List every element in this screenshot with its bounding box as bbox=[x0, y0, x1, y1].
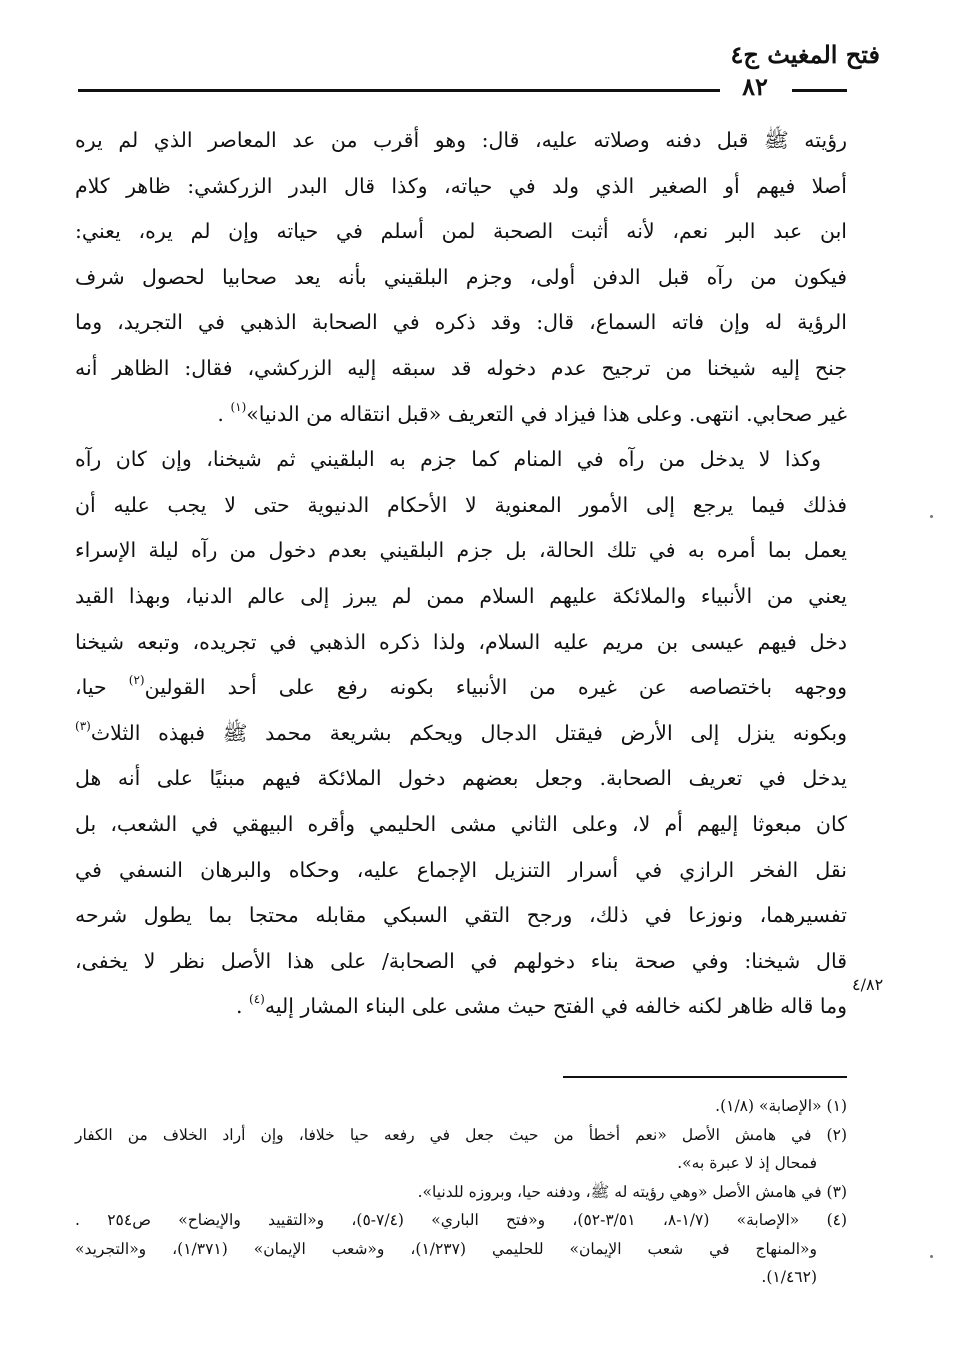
footnote-number: (٣) bbox=[826, 1182, 847, 1201]
text-segment: . bbox=[235, 994, 243, 1019]
header-rule-right bbox=[792, 89, 847, 92]
paragraph-2 bbox=[75, 437, 847, 1030]
text-line: يدخل في تعريف الصحابة. وجعل بعضهم دخول الملائكة فيهم مبنيًا على أنه هل bbox=[75, 766, 847, 791]
footnote-4-continued: و«المنهاج في شعب الإيمان» للحليمي (١/٢٣٧)، و«شعب الإيمان» (١/٣٧١)، و«التجريد» bbox=[75, 1239, 817, 1258]
footnote-text: في هامش الأصل «نعم أخطأ من حيث جعل في رفعه حيا خلافا، وإن أراد الخلاف من الكفار bbox=[75, 1125, 812, 1144]
text-line: دخل فيهم عيسى بن مريم عليه السلام، ولذا ذكره الذهبي في تجريده، وتبعه شيخنا bbox=[75, 629, 847, 654]
main-text bbox=[75, 118, 847, 1030]
text-line: ابن عبد البر نعم، لأنه أثبت الصحبة لمن أسلم في حياته وإن لم يره، يعني: bbox=[75, 219, 847, 244]
footnote-2 bbox=[75, 1121, 847, 1150]
footnote-number: (٢) bbox=[826, 1125, 847, 1144]
footnote-number: (٤) bbox=[826, 1211, 848, 1229]
footnote-4-continued-2: (١/٤٦٢). bbox=[761, 1268, 817, 1286]
footnote-text: «الإصابة» (١/٨). bbox=[715, 1097, 822, 1115]
footnote-ref-1[interactable]: (١) bbox=[230, 399, 247, 414]
text-segment: ووجهه باختصاصه عن غيره من الأنبياء بكونه رفع على أحد القولين bbox=[144, 675, 847, 700]
text-line: يعني من الأنبياء والملائكة عليهم السلام ممن لم يبرز إلى عالم الدنيا، وبهذا القيد bbox=[75, 583, 847, 608]
page-number: ٨٢ bbox=[742, 72, 768, 101]
text-line: تفسيرهما، ونوزعا في ذلك، ورجح التقي السبكي مقابله محتجا بما يطول شرحه bbox=[75, 903, 847, 928]
header-rule bbox=[78, 89, 720, 92]
footnote-text: في هامش الأصل «وهي رؤيته له ﷺ، ودفنه حيا، وبروزه للدنيا». bbox=[417, 1182, 822, 1201]
footnote-2-continued: فمحال إذ لا عبرة به». bbox=[677, 1154, 817, 1172]
text-segment: وبكونه ينزل إلى الأرض فيقتل الدجال ويحكم بشريعة محمد ﷺ فبهذه الثلاث bbox=[90, 720, 847, 745]
text-line: رؤيته ﷺ قبل دفنه وصلاته عليه، قال: وهو أقرب من عد المعاصر الذي لم يره bbox=[75, 128, 847, 152]
footnote-number: (١) bbox=[826, 1097, 847, 1115]
text-line: أصلا فيهم أو الصغير الذي ولد في حياته، وكذا قال البدر الزركشي: ظاهر كلام bbox=[75, 173, 847, 198]
text-line: يعمل بما أمره به في تلك الحالة، بل جزم البلقيني بعدم دخول من رآه ليلة الإسراء bbox=[75, 538, 847, 563]
footnote-ref-3[interactable]: (٣) bbox=[75, 718, 91, 733]
footnote-separator bbox=[563, 1076, 847, 1078]
footnote-3 bbox=[75, 1178, 847, 1207]
footnote-4 bbox=[75, 1206, 847, 1235]
text-line: فذلك فيما يرجع إلى الأمور المعنوية لا الأحكام الدنيوية حتى لا يجب عليه أن bbox=[75, 492, 847, 517]
text-line bbox=[75, 392, 847, 438]
margin-page-reference: ٤/٨٢ bbox=[852, 975, 884, 994]
text-segment: وما قاله ظاهر لكنه خالفه في الفتح حيث مشى على البناء المشار إليه bbox=[264, 994, 847, 1019]
text-line: كان مبعوثا إليهم أم لا، وعلى الثاني مشى الحليمي وأقره البيهقي في الشعب، بل bbox=[75, 811, 847, 836]
footnote-text: «الإصابة» (١/٧-٨، ٣/٥١-٥٢)، و«فتح الباري» (٧/٤-٥)، و«التقييد والإيضاح» ص٢٥٤ . bbox=[75, 1211, 800, 1229]
text-line: قال شيخنا: وفي صحة بناء دخولهم في الصحابة/ على هذا الأصل نظر لا يخفى، bbox=[75, 948, 847, 973]
text-line: وكذا لا يدخل من رآه في المنام كما جزم به البلقيني ثم شيخنا، وإن كان رآه bbox=[75, 447, 821, 472]
text-line bbox=[75, 711, 847, 757]
paragraph-1 bbox=[75, 118, 847, 437]
text-line bbox=[75, 665, 847, 711]
text-segment: . bbox=[217, 401, 224, 426]
text-segment: حيا، bbox=[75, 675, 107, 700]
running-title: فتح المغيث ج٤ bbox=[730, 40, 880, 69]
footnote-ref-4[interactable]: (٤) bbox=[249, 992, 265, 1007]
text-line: فيكون من رآه قبل الدفن أولى، وجزم البلقيني بأنه يعد صحابيا لحصول شرف bbox=[75, 264, 847, 289]
scan-speck bbox=[930, 515, 933, 518]
text-segment: غير صحابي. انتهى. وعلى هذا فيزاد في التعريف «قبل انتقاله من الدنيا» bbox=[246, 401, 847, 426]
text-line: نقل الفخر الرازي في أسرار التنزيل الإجماع عليه، وحكاه والبرهان النسفي في bbox=[75, 857, 847, 882]
footnote-1 bbox=[75, 1092, 847, 1121]
text-line: الرؤية له وإن فاته السماع، قال: وقد ذكره في الصحابة الذهبي في التجريد، وما bbox=[75, 310, 847, 335]
text-line: جنح إليه شيخنا من ترجيح عدم دخوله قد سبقه إليه الزركشي، فقال: الظاهر أنه bbox=[75, 355, 847, 380]
scan-speck bbox=[930, 1255, 933, 1258]
footnotes bbox=[75, 1092, 847, 1292]
footnote-ref-2[interactable]: (٢) bbox=[128, 673, 145, 688]
text-line bbox=[75, 984, 847, 1030]
